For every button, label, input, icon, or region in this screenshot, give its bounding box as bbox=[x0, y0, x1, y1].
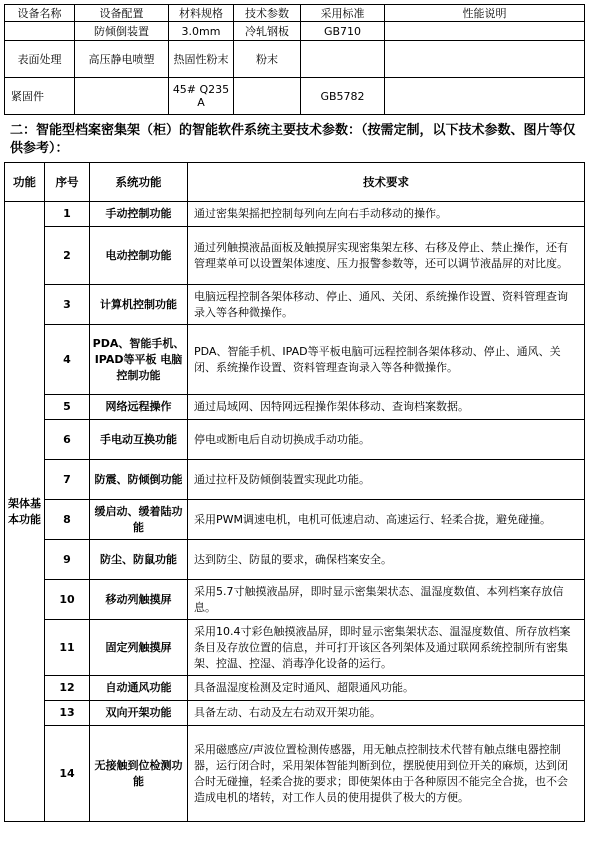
tech-requirement: 停电或断电后自动切换成手动功能。 bbox=[188, 420, 585, 460]
spec-cell: 冷轧钢板 bbox=[234, 22, 301, 41]
row-number: 12 bbox=[45, 676, 90, 701]
table-row bbox=[5, 202, 585, 227]
system-function: 双向开架功能 bbox=[90, 701, 188, 726]
spec-cell: 热固性粉末 bbox=[169, 41, 234, 78]
system-function: PDA、智能手机、IPAD等平板 电脑控制功能 bbox=[90, 325, 188, 395]
table-row bbox=[5, 325, 585, 395]
system-function: 移动列触摸屏 bbox=[90, 580, 188, 620]
tech-requirement: 通过局域网、因特网远程操作架体移动、查询档案数据。 bbox=[188, 395, 585, 420]
system-function: 网络远程操作 bbox=[90, 395, 188, 420]
tech-requirement: 达到防尘、防鼠的要求，确保档案安全。 bbox=[188, 540, 585, 580]
tech-table-header bbox=[5, 163, 585, 202]
table-row bbox=[5, 701, 585, 726]
spec-table-row bbox=[5, 78, 585, 115]
system-function: 缓启动、缓着陆功能 bbox=[90, 500, 188, 540]
spec-cell bbox=[385, 78, 585, 115]
row-number: 1 bbox=[45, 202, 90, 227]
spec-table-row bbox=[5, 22, 585, 41]
header-cell: 性能说明 bbox=[385, 5, 585, 22]
header-system-function: 系统功能 bbox=[90, 163, 188, 202]
table-row bbox=[5, 500, 585, 540]
table-row bbox=[5, 580, 585, 620]
header-cell: 设备名称 bbox=[5, 5, 75, 22]
spec-cell: 3.0mm bbox=[169, 22, 234, 41]
equipment-spec-table bbox=[4, 4, 585, 115]
table-row bbox=[5, 540, 585, 580]
spec-cell: 高压静电喷塑 bbox=[75, 41, 169, 78]
spec-cell: 粉末 bbox=[234, 41, 301, 78]
tech-requirement: 采用PWM调速电机，电机可低速启动、高速运行、轻柔合拢，避免碰撞。 bbox=[188, 500, 585, 540]
row-number: 3 bbox=[45, 285, 90, 325]
spec-cell: 45# Q235 A bbox=[169, 78, 234, 115]
tech-requirement: 采用磁感应/声波位置检测传感器，用无触点控制技术代替有触点继电器控制器，运行闭合时，采用架体智能判断到位，摆脱使用到位开关的麻烦，达到闭合时无碰撞，轻柔合拢的要求；即使架体由于各种原因不能完全合拢，也不会造成电机的堵转，对工作人员的使用提供了极大的方便。 bbox=[188, 726, 585, 822]
table-row bbox=[5, 227, 585, 285]
spec-cell: 防倾倒装置 bbox=[75, 22, 169, 41]
system-function: 固定列触摸屏 bbox=[90, 620, 188, 676]
header-cell: 设备配置 bbox=[75, 5, 169, 22]
tech-requirement: 电脑远程控制各架体移动、停止、通风、关闭、系统操作设置、资料管理查询录入等各种微操作。 bbox=[188, 285, 585, 325]
spec-cell: 表面处理 bbox=[5, 41, 75, 78]
row-number: 2 bbox=[45, 227, 90, 285]
row-number: 9 bbox=[45, 540, 90, 580]
tech-requirement: 采用10.4寸彩色触摸液晶屏，即时显示密集架状态、温湿度数值、所存放档案条目及存放位置的信息，并可打开该区各列架体及通过联网系统控制所有密集架、控温、控湿、消毒净化设备的运行。 bbox=[188, 620, 585, 676]
spec-cell bbox=[385, 22, 585, 41]
table-row bbox=[5, 285, 585, 325]
tech-requirement: 具备左动、右动及左右动双开架功能。 bbox=[188, 701, 585, 726]
system-function: 防尘、防鼠功能 bbox=[90, 540, 188, 580]
spec-cell bbox=[234, 78, 301, 115]
spec-cell: 紧固件 bbox=[5, 78, 75, 115]
spec-cell bbox=[385, 41, 585, 78]
system-function: 无接触到位检测功能 bbox=[90, 726, 188, 822]
tech-parameters-table bbox=[4, 162, 585, 822]
row-number: 14 bbox=[45, 726, 90, 822]
header-function: 功能 bbox=[5, 163, 45, 202]
row-number: 11 bbox=[45, 620, 90, 676]
header-cell: 材料规格 bbox=[169, 5, 234, 22]
system-function: 电动控制功能 bbox=[90, 227, 188, 285]
spec-cell bbox=[301, 41, 385, 78]
system-function: 手电动互换功能 bbox=[90, 420, 188, 460]
spec-cell: GB710 bbox=[301, 22, 385, 41]
tech-requirement: 通过列触摸液晶面板及触摸屏实现密集架左移、右移及停止、禁止操作，还有管理菜单可以设置架体速度、压力报警参数等，还可以调节液晶屏的对比度。 bbox=[188, 227, 585, 285]
section-title: 二：智能型档案密集架（柜）的智能软件系统主要技术参数：（按需定制，以下技术参数、图片等仅供参考）： bbox=[10, 123, 576, 156]
header-number: 序号 bbox=[45, 163, 90, 202]
system-function: 计算机控制功能 bbox=[90, 285, 188, 325]
table-row bbox=[5, 676, 585, 701]
row-number: 8 bbox=[45, 500, 90, 540]
tech-requirement: 通过密集架摇把控制每列向左向右手动移动的操作。 bbox=[188, 202, 585, 227]
table-row bbox=[5, 420, 585, 460]
table-row bbox=[5, 395, 585, 420]
table-row bbox=[5, 460, 585, 500]
row-number: 6 bbox=[45, 420, 90, 460]
spec-cell bbox=[75, 78, 169, 115]
row-number: 10 bbox=[45, 580, 90, 620]
header-tech-requirements: 技术要求 bbox=[188, 163, 585, 202]
spec-cell bbox=[5, 22, 75, 41]
tech-requirement: 通过拉杆及防倾倒装置实现此功能。 bbox=[188, 460, 585, 500]
system-function: 自动通风功能 bbox=[90, 676, 188, 701]
spec-cell: GB5782 bbox=[301, 78, 385, 115]
header-cell: 技术参数 bbox=[234, 5, 301, 22]
tech-requirement: PDA、智能手机、IPAD等平板电脑可远程控制各架体移动、停止、通风、关闭、系统操作设置、资料管理查询录入等各种微操作。 bbox=[188, 325, 585, 395]
tech-requirement: 具备温湿度检测及定时通风、超限通风功能。 bbox=[188, 676, 585, 701]
tech-requirement: 采用5.7寸触摸液晶屏，即时显示密集架状态、温湿度数值、本列档案存放信息。 bbox=[188, 580, 585, 620]
system-function: 防震、防倾倒功能 bbox=[90, 460, 188, 500]
category-cell: 架体基本功能 bbox=[5, 202, 45, 822]
spec-table-header bbox=[5, 5, 585, 22]
system-function: 手动控制功能 bbox=[90, 202, 188, 227]
row-number: 4 bbox=[45, 325, 90, 395]
row-number: 13 bbox=[45, 701, 90, 726]
table-row bbox=[5, 620, 585, 676]
header-cell: 采用标准 bbox=[301, 5, 385, 22]
row-number: 5 bbox=[45, 395, 90, 420]
table-row bbox=[5, 726, 585, 822]
row-number: 7 bbox=[45, 460, 90, 500]
spec-table-row bbox=[5, 41, 585, 78]
